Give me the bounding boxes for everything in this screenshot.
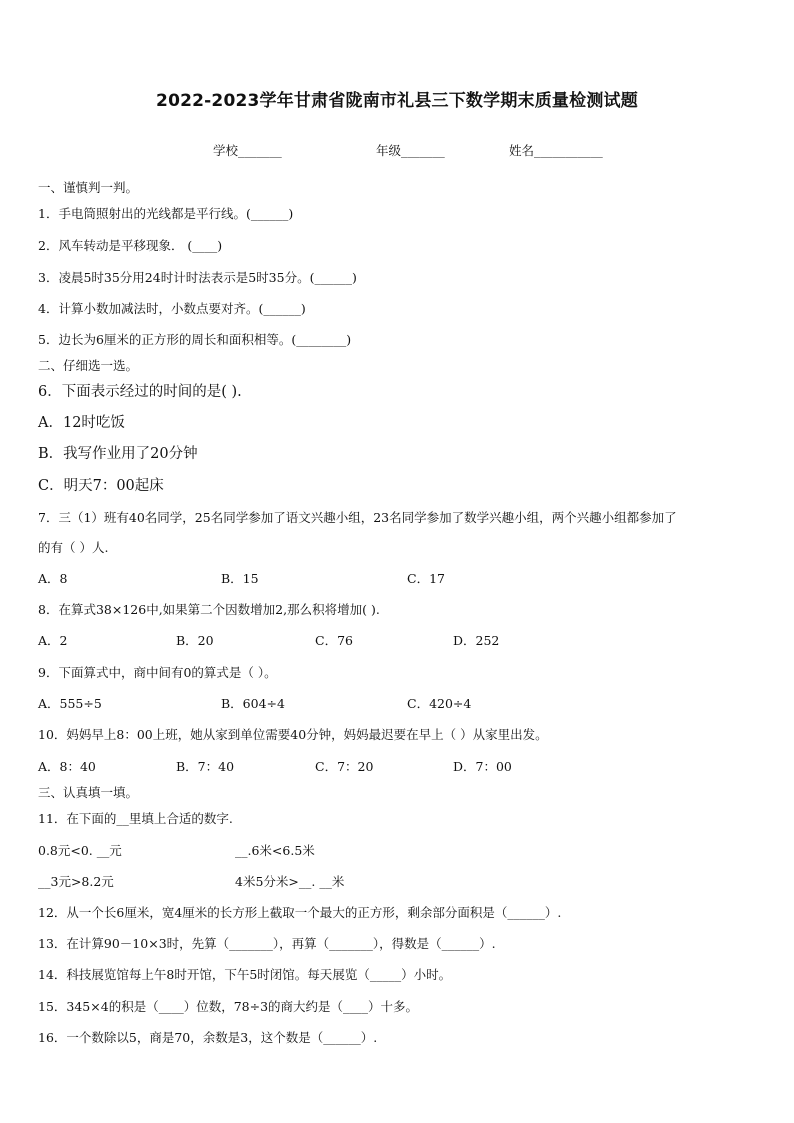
question-11: 11．在下面的__里填上合适的数字.	[38, 811, 233, 826]
question-11-item: __.6米<6.5米	[235, 843, 315, 858]
question-11-item: __3元>8.2元	[38, 874, 114, 889]
question-7: 7．三（1）班有40名同学，25名同学参加了语文兴趣小组，23名同学参加了数学兴趣小组，两个兴趣小组都参加了	[38, 510, 677, 525]
question-6-option-c: C．明天7：00起床	[38, 478, 164, 494]
question-6-option-a: A．12时吃饭	[38, 415, 125, 431]
question-1: 1．手电筒照射出的光线都是平行线。(______)	[38, 206, 294, 221]
question-4: 4．计算小数加减法时，小数点要对齐。(______)	[38, 301, 306, 316]
question-8-option: D．252	[453, 633, 500, 648]
question-9-option: A．555÷5	[38, 696, 102, 711]
question-11-item: 4米5分米>__. __米	[235, 874, 345, 889]
question-8-option: C．76	[315, 633, 353, 648]
question-12: 12．从一个长6厘米，宽4厘米的长方形上截取一个最大的正方形，剩余部分面积是（______）.	[38, 905, 562, 920]
question-10-option: D．7：00	[453, 759, 512, 774]
question-10-option: B．7：40	[176, 759, 235, 774]
question-15: 15．345×4的积是（____）位数，78÷3的商大约是（____）十多。	[38, 999, 419, 1014]
question-7-continued: 的有（ ）人.	[38, 540, 109, 555]
school-field: 学校_______	[213, 143, 282, 158]
question-9-option: C．420÷4	[407, 696, 472, 711]
question-3: 3．凌晨5时35分用24时计时法表示是5时35分。(______)	[38, 270, 357, 285]
question-8-option: A．2	[38, 633, 68, 648]
question-10-option: C．7：20	[315, 759, 374, 774]
question-14: 14．科技展览馆每上午8时开馆，下午5时闭馆。每天展览（_____）小时。	[38, 967, 452, 982]
exam-title: 2022-2023学年甘肃省陇南市礼县三下数学期末质量检测试题	[156, 91, 638, 111]
section-heading-3: 三、认真填一填。	[38, 785, 139, 800]
question-7-option: B．15	[221, 571, 259, 586]
name-field: 姓名___________	[509, 143, 603, 158]
question-6: 6．下面表示经过的时间的是( ).	[38, 384, 242, 400]
question-6-option-b: B．我写作业用了20分钟	[38, 446, 198, 462]
question-16: 16．一个数除以5，商是70，余数是3，这个数是（______）.	[38, 1030, 378, 1045]
question-7-option: C．17	[407, 571, 445, 586]
question-10-option: A．8：40	[38, 759, 96, 774]
question-11-item: 0.8元<0. __元	[38, 843, 122, 858]
question-9: 9．下面算式中，商中间有0的算式是（ ）。	[38, 665, 277, 680]
question-8-option: B．20	[176, 633, 214, 648]
question-2: 2．风车转动是平移现象． (____)	[38, 238, 223, 253]
section-heading-1: 一、谨慎判一判。	[38, 180, 139, 195]
grade-field: 年级_______	[376, 143, 445, 158]
question-13: 13．在计算90－10×3时，先算（_______），再算（_______），得数是（______）.	[38, 936, 496, 951]
question-5: 5．边长为6厘米的正方形的周长和面积相等。(________)	[38, 332, 352, 347]
section-heading-2: 二、仔细选一选。	[38, 358, 139, 373]
question-8: 8．在算式38×126中,如果第二个因数增加2,那么积将增加( ).	[38, 602, 380, 617]
question-7-option: A．8	[38, 571, 68, 586]
question-9-option: B．604÷4	[221, 696, 285, 711]
question-10: 10．妈妈早上8：00上班，她从家到单位需要40分钟，妈妈最迟要在早上（ ）从家里出发。	[38, 727, 548, 742]
